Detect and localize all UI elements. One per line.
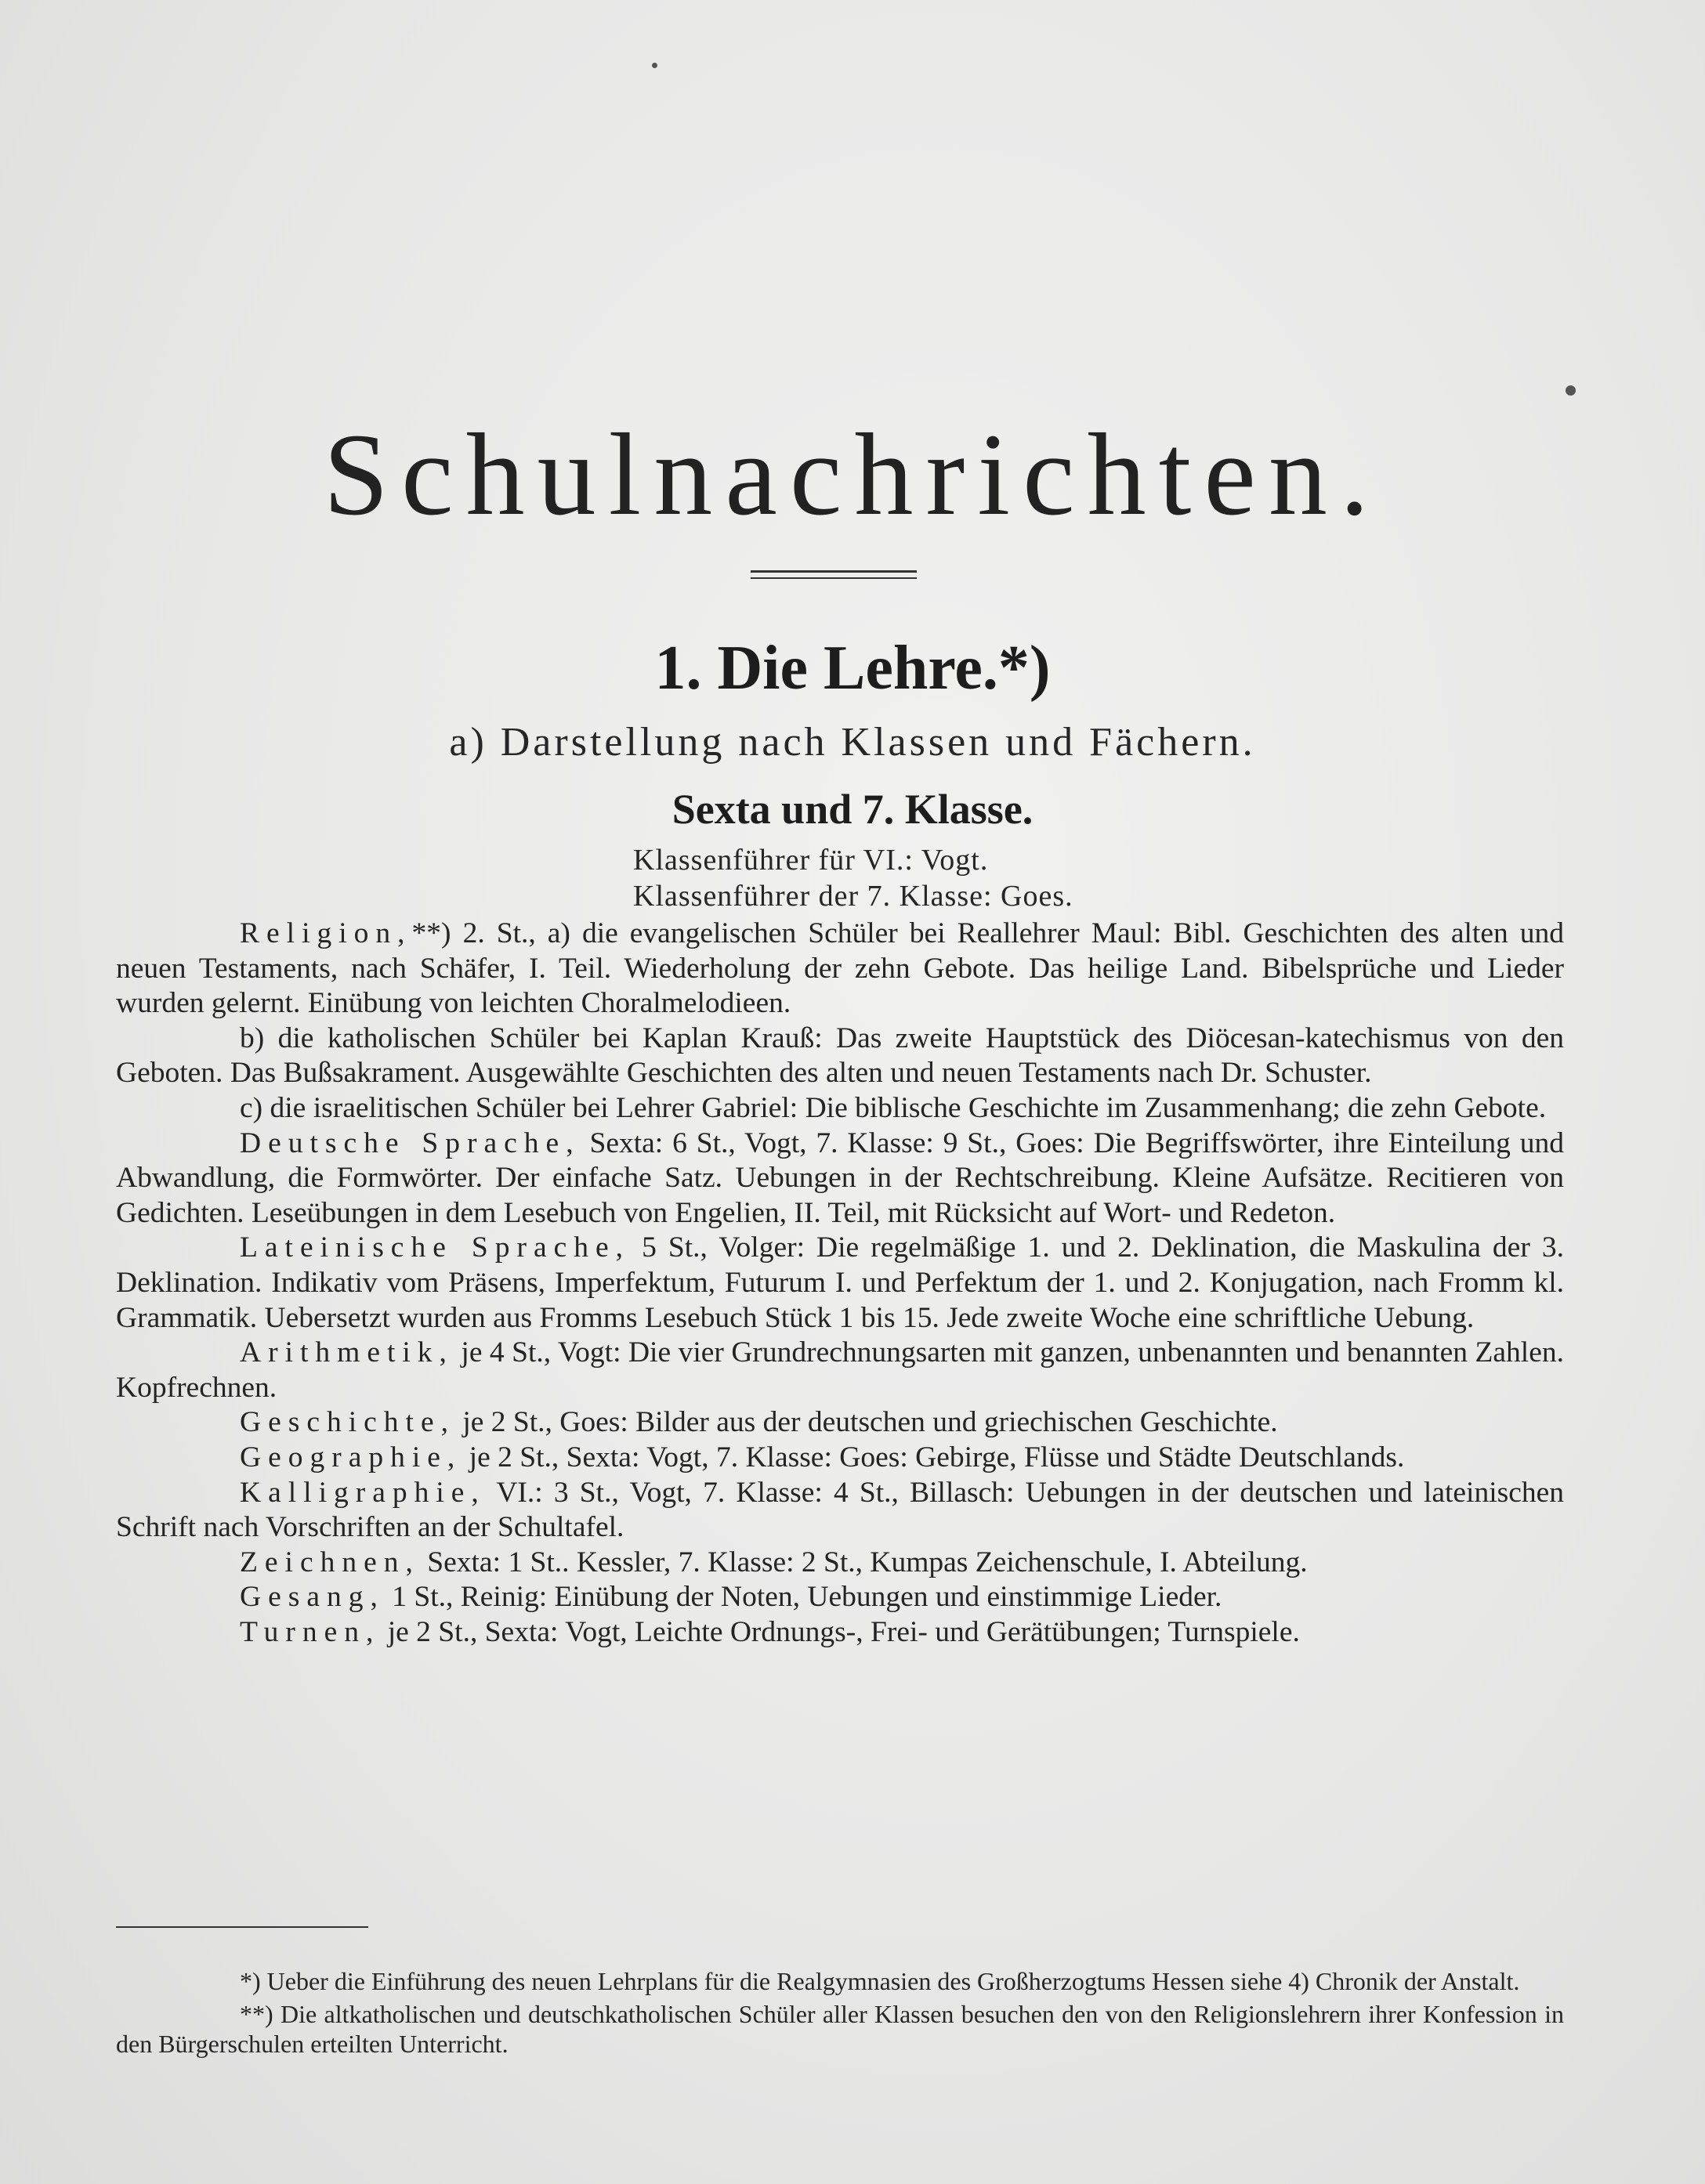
section-heading: 1. Die Lehre.*) [654, 634, 1051, 703]
paragraph-kalligraphie [116, 1476, 1564, 1546]
subject-name: Zeichnen, [240, 1546, 420, 1578]
subject-name: Geographie, [240, 1441, 462, 1473]
paragraph-religion [116, 917, 1564, 1021]
subheading: a) Darstellung nach Klassen und Fächern. [449, 720, 1256, 765]
paragraph-latein [116, 1231, 1564, 1336]
paragraph-text: Sexta: 6 St., Vogt, 7. Klasse: 9 St., Goes: Die Begriffswörter, ihre Einteilung und Abwandlung, die Formwörter. Der einfache Satz. Uebungen in der Rechtschreibung. Kleine Aufsätze. Recitieren von Gedichten. Leseübungen in dem Lesebuch von Engelien, II. Teil, mit Rücksicht auf Wort- und Redeton. [116, 1126, 1564, 1229]
paragraph-text: je 4 St., Vogt: Die vier Grundrechnungsarten mit ganzen, unbenannten und benannten Zahlen. Kopfrechnen. [116, 1336, 1564, 1404]
paragraph-geographie [116, 1441, 1564, 1476]
paragraph-religion-c: c) die israelitischen Schüler bei Lehrer Gabriel: Die biblische Geschichte im Zusammenhang; die zehn Gebote. [240, 1091, 1547, 1124]
subject-name: Gesang, [240, 1581, 385, 1614]
paragraph-arithmetik [116, 1336, 1564, 1405]
class-leader-line: Klassenführer für VI.: Vogt. [633, 844, 989, 877]
subject-name: Turnen, [240, 1615, 381, 1648]
paragraph-text: 5 St., Volger: Die regelmäßige 1. und 2. Deklination, die Maskulina der 3. Deklination. Indikativ vom Präsens, Imperfektum, Futurum I. und Perfektum der 1. und 2. Konjugation, nach Fromm kl. Grammatik. Uebersetzt wurden aus Fromms Lesebuch Stück 1 bis 15. Jede zweite Woche eine schriftliche Uebung. [116, 1231, 1564, 1334]
paragraph-zeichnen [116, 1546, 1564, 1581]
paragraph-religion-b: b) die katholischen Schüler bei Kaplan Krauß: Das zweite Hauptstück des Diöcesan-katechismus von den Geboten. Das Bußsakrament. Ausgewählte Geschichten des alten und neuen Testaments nach Dr. Schuster. [116, 1021, 1564, 1090]
class-heading: Sexta und 7. Klasse. [672, 786, 1033, 833]
paragraph-text: 1 St., Reinig: Einübung der Noten, Uebungen und einstimmige Lieder. [384, 1581, 1222, 1614]
paragraph-text: je 2 St., Sexta: Vogt, Leichte Ordnungs-, Frei- und Gerätübungen; Turnspiele. [380, 1615, 1300, 1648]
footnotes [116, 1966, 1564, 2062]
paragraph-deutsch [116, 1126, 1564, 1231]
subject-name: Geschichte, [240, 1406, 455, 1439]
subject-name: Deutsche Sprache, [240, 1126, 581, 1159]
subject-name: Kalligraphie, [240, 1476, 486, 1509]
paper-speck [652, 63, 657, 68]
subject-name: Religion, [240, 917, 412, 949]
paragraph-text: **) 2. St., a) die evangelischen Schüler bei Reallehrer Maul: Bibl. Geschichten des alten und neuen Testaments, nach Schäfer, I. Teil. Wiederholung der zehn Gebote. Das heilige Land. Bibelsprüche und Lieder wurden gelernt. Einübung von leichten Choralmelodieen. [116, 917, 1564, 1020]
footnote-divider [116, 1926, 368, 1928]
subject-name: Lateinische Sprache, [240, 1231, 631, 1264]
paragraph-text: VI.: 3 St., Vogt, 7. Klasse: 4 St., Billasch: Uebungen in der deutschen und lateinischen Schrift nach Vorschriften an der Schultafel. [116, 1476, 1564, 1544]
paragraph-text: je 2 St., Sexta: Vogt, 7. Klasse: Goes: Gebirge, Flüsse und Städte Deutschlands. [462, 1441, 1405, 1473]
class-leader-line: Klassenführer der 7. Klasse: Goes. [633, 880, 1073, 913]
lesson-plan-text [116, 917, 1564, 1650]
paragraph-text: je 2 St., Goes: Bilder aus der deutschen und griechischen Geschichte. [454, 1406, 1278, 1439]
page-title: Schulnachrichten. [323, 410, 1382, 540]
paragraph-gesang [116, 1580, 1564, 1615]
footnote: *) Ueber die Einführung des neuen Lehrplans für die Realgymnasien des Großherzogtums Hessen siehe 4) Chronik der Anstalt. [240, 1967, 1520, 1995]
paragraph-turnen [116, 1615, 1564, 1651]
footnote: **) Die altkatholischen und deutschkatholischen Schüler aller Klassen besuchen den von den Religionslehrern ihrer Konfession in den Bürgerschulen erteilten Unterricht. [116, 2000, 1564, 2058]
paragraph-text: Sexta: 1 St.. Kessler, 7. Klasse: 2 St., Kumpas Zeichenschule, I. Abteilung. [419, 1546, 1308, 1578]
paragraph-geschichte [116, 1405, 1564, 1441]
subject-name: Arithmetik, [240, 1336, 454, 1369]
paper-speck [1566, 385, 1576, 396]
title-divider [751, 570, 917, 579]
